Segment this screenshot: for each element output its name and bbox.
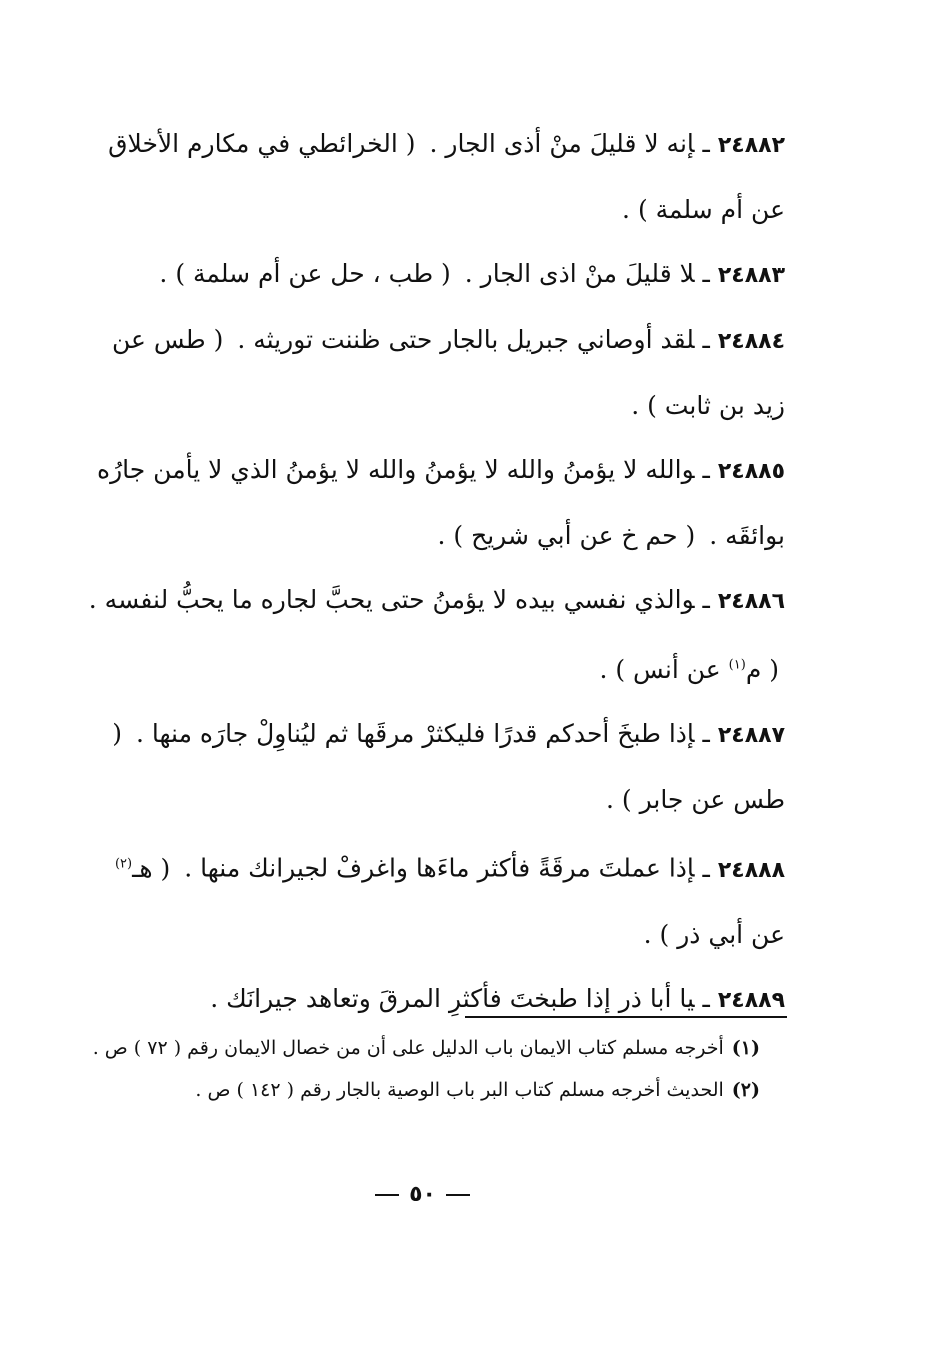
hadith-number: ٢٤٨٨٤ <box>717 329 785 354</box>
page-number-value: ٥٠ <box>409 1182 436 1207</box>
hadith-number: ٢٤٨٨٨ <box>717 857 785 883</box>
hadith-entry: ٢٤٨٨٩ـيا أبا ذر إذا طبختَ فأكثرِ المرقَ وتعاهد جيرانَك . <box>210 983 785 1013</box>
hadith-entry: ٢٤٨٨٨ـإذا عملتَ مرقَةً فأكثر ماءَها واغرفْ لجيرانك منها . ( هـ$^{(٢)}$ عن أبي ذر ) . <box>114 853 785 949</box>
hadith-text: إذا طبخَ أحدكم قدرًا فليكثرْ مرقَها ثم ليُناوِلْ جارَه منها . <box>136 719 695 749</box>
hadith-source: ( طس عن جابر ) . <box>112 719 785 815</box>
footnote-number: (٢) <box>731 1079 760 1101</box>
hadith-list <box>80 112 785 1033</box>
hadith-number: ٢٤٨٨٦ <box>717 589 785 614</box>
hadith-entry: ٢٤٨٨٣ـلا قليلَ منْ اذى الجار . ( طب ، حل عن أم سلمة ) . <box>159 259 785 288</box>
hadith-number: ٢٤٨٨٥ <box>717 459 785 484</box>
hadith-entry: ٢٤٨٨٥ـوالله لا يؤمنُ والله لا يؤمنُ والله لا يؤمنُ الذي لا يأمن جارُه بوائقَه . ( حم خ عن أبي شريح ) . <box>96 455 785 550</box>
page-number-dash <box>446 1194 470 1196</box>
source-prefix: ( م <box>745 655 779 685</box>
hadith-text: يا أبا ذر إذا طبختَ فأكثرِ المرقَ وتعاهد جيرانَك . <box>210 983 695 1013</box>
hadith-entry: ٢٤٨٨٧ـإذا طبخَ أحدكم قدرًا فليكثرْ مرقَها ثم ليُناوِلْ جارَه منها . ( طس عن جابر ) . <box>112 719 785 815</box>
hadith-entry: ٢٤٨٨٦ـوالذي نفسي بيده لا يؤمنُ حتى يحبَّ لجاره ما يحبُّ لنفسه . ( م$^{(١)}$ عن أنس ) . <box>88 585 785 685</box>
hadith-text: إذا عملتَ مرقَةً فأكثر ماءَها واغرفْ لجيرانك منها . <box>184 853 695 883</box>
hadith-number: ٢٤٨٨٩ <box>717 987 785 1013</box>
footnote-item <box>80 1030 760 1066</box>
footnote-item <box>80 1072 760 1108</box>
footnotes <box>80 1030 760 1114</box>
footnote-ref[interactable]: (١) <box>728 658 746 673</box>
hadith-text: والله لا يؤمنُ والله لا يؤمنُ والله لا يؤمنُ الذي لا يأمن جارُه بوائقَه . <box>96 455 785 550</box>
hadith-text: والذي نفسي بيده لا يؤمنُ حتى يحبَّ لجاره ما يحبُّ لنفسه . <box>88 585 695 614</box>
page-number <box>0 1182 845 1207</box>
hadith-source: ( حم خ عن أبي شريح ) . <box>437 521 696 550</box>
source-prefix: ( هـ <box>132 853 171 883</box>
hadith-number: ٢٤٨٨٢ <box>717 133 785 158</box>
hadith-number: ٢٤٨٨٧ <box>717 723 785 749</box>
source-suffix: عن أنس ) . <box>599 655 721 685</box>
hadith-text: لا قليلَ منْ اذى الجار . <box>464 259 695 288</box>
source-suffix: عن أبي ذر ) . <box>643 919 785 949</box>
footnote-text: الحديث أخرجه مسلم كتاب البر باب الوصية بالجار رقم ( ١٤٢ ) ص . <box>195 1079 724 1101</box>
hadith-source: ( طس عن زيد بن ثابت ) . <box>112 325 785 420</box>
hadith-text: لقد أوصاني جبريل بالجار حتى ظننت توريثه . <box>237 325 695 354</box>
footnote-text: أخرجه مسلم كتاب الايمان باب الدليل على أن من خصال الايمان رقم ( ٧٢ ) ص . <box>92 1037 724 1059</box>
hadith-source <box>599 655 779 684</box>
page-number-dash <box>375 1194 399 1196</box>
hadith-number: ٢٤٨٨٣ <box>717 263 785 288</box>
footnote-ref[interactable]: (٢) <box>114 856 133 872</box>
hadith-source: ( طب ، حل عن أم سلمة ) . <box>159 259 451 288</box>
footnote-number: (١) <box>731 1037 760 1059</box>
footnote-divider <box>465 1016 787 1018</box>
hadith-entry: ٢٤٨٨٢ـإنه لا قليلَ منْ أذى الجار . ( الخرائطي في مكارم الأخلاق عن أم سلمة ) . <box>108 129 785 224</box>
hadith-source: ( الخرائطي في مكارم الأخلاق عن أم سلمة ) . <box>108 129 785 224</box>
hadith-text: إنه لا قليلَ منْ أذى الجار . <box>429 129 695 158</box>
hadith-entry: ٢٤٨٨٤ـلقد أوصاني جبريل بالجار حتى ظننت توريثه . ( طس عن زيد بن ثابت ) . <box>112 325 785 420</box>
